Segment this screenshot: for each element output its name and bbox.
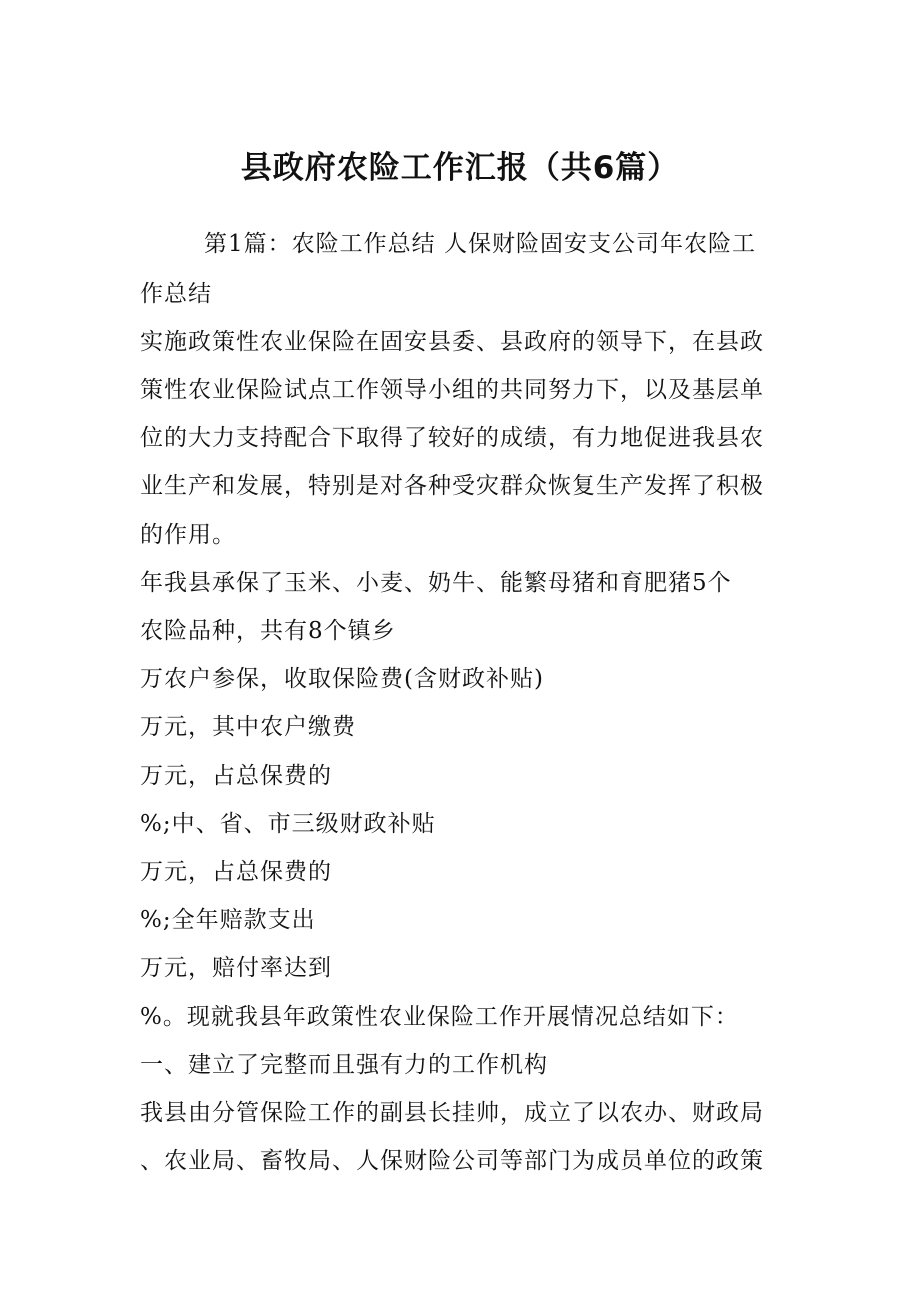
text-line: 位的大力支持配合下取得了较好的成绩，有力地促进我县农: [140, 425, 764, 451]
text-line: 业生产和发展，特别是对各种受灾群众恢复生产发挥了积极: [140, 473, 764, 499]
document-title: 县政府农险工作汇报（共6篇）: [240, 150, 680, 186]
text-line: %;全年赔款支出: [140, 907, 316, 933]
text-line: 万元，占总保费的: [140, 763, 332, 789]
text-line: 的作用。: [140, 522, 236, 548]
text-line: 万元，其中农户缴费: [140, 714, 356, 740]
text-line: %;中、省、市三级财政补贴: [140, 811, 436, 837]
section-heading: 一、建立了完整而且强有力的工作机构: [140, 1052, 548, 1078]
text-line: 万元，占总保费的: [140, 859, 332, 885]
text-line: 策性农业保险试点工作领导小组的共同努力下，以及基层单: [140, 377, 764, 403]
text-line: 我县由分管保险工作的副县长挂帅，成立了以农办、财政局: [140, 1100, 764, 1126]
text-line: %。现就我县年政策性农业保险工作开展情况总结如下：: [140, 1004, 739, 1030]
text-line: 作总结: [140, 281, 212, 307]
text-line: 实施政策性农业保险在固安县委、县政府的领导下，在县政: [140, 329, 764, 355]
text-line: 第1篇：农险工作总结 人保财险固安支公司年农险工: [204, 231, 756, 257]
text-line: 农险品种，共有8个镇乡: [140, 618, 396, 644]
text-line: 万元，赔付率达到: [140, 955, 332, 981]
text-line: 万农户参保，收取保险费(含财政补贴): [140, 666, 544, 692]
text-line: 、农业局、畜牧局、人保财险公司等部门为成员单位的政策: [140, 1148, 764, 1174]
text-line: 年我县承保了玉米、小麦、奶牛、能繁母猪和育肥猪5个: [140, 570, 732, 596]
